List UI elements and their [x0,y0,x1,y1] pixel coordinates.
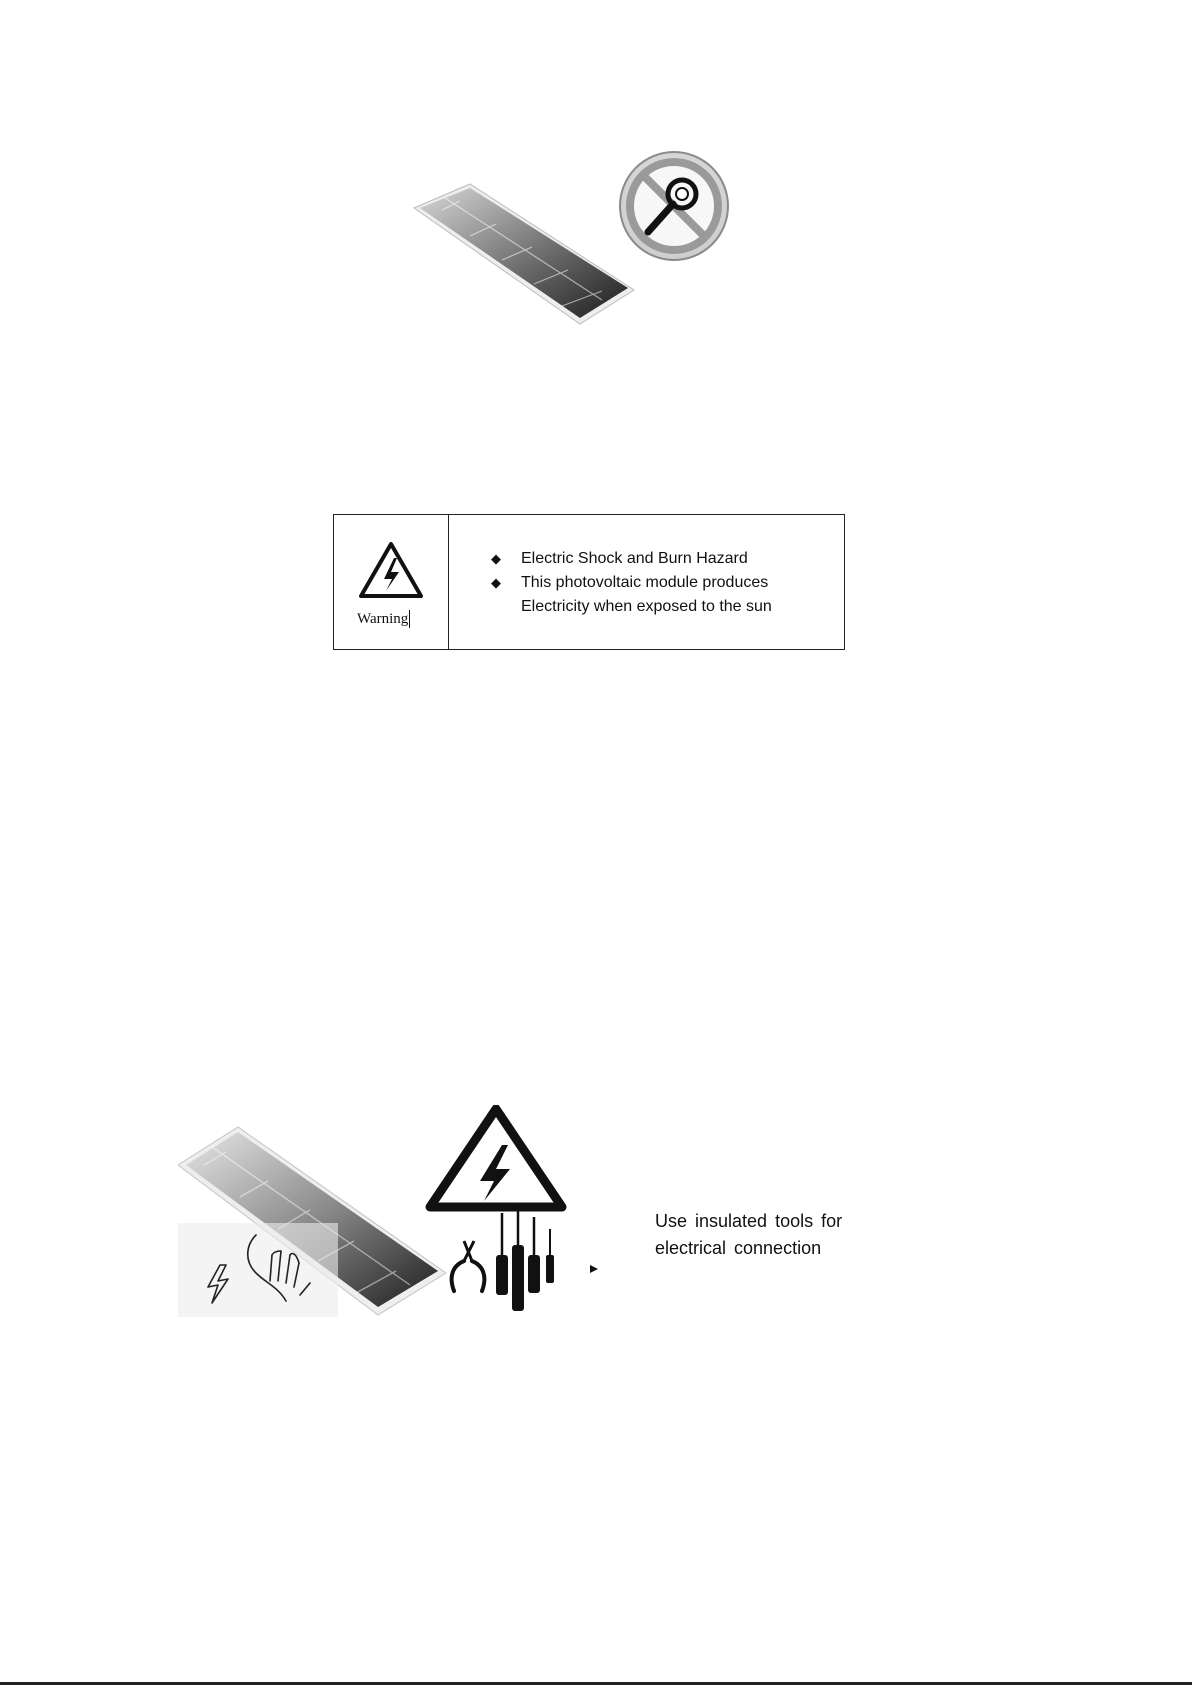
warning-label: Warning [357,611,409,627]
warning-bullet-text: Electric Shock and Burn Hazard [521,550,748,567]
insulated-tools-figure [178,1105,608,1317]
caption-line: Use insulated tools for [655,1211,843,1231]
warning-bullet [491,547,748,571]
warning-panel [333,514,845,650]
warning-symbol-cell [334,515,449,649]
high-voltage-warning-icon [430,1109,562,1207]
warning-bullet-continuation: Electricity when exposed to the sun [521,598,772,615]
insulated-tools-icon [452,1205,598,1311]
warning-bullet [491,571,768,595]
solar-panel-icon [178,1127,446,1317]
diamond-bullet-icon: ◆ [491,575,501,590]
warning-bullet-text: This photovoltaic module produces [521,574,769,591]
diamond-bullet-icon: ◆ [491,551,501,566]
caption-line: electrical connection [655,1238,822,1258]
solar-panel-icon [414,184,634,324]
solar-panel-no-disassembly-figure [412,140,732,330]
high-voltage-warning-icon [358,541,424,599]
no-disassembly-prohibition-icon [620,152,728,260]
warning-text-cell [449,515,844,649]
insulated-tools-caption [655,1208,915,1262]
